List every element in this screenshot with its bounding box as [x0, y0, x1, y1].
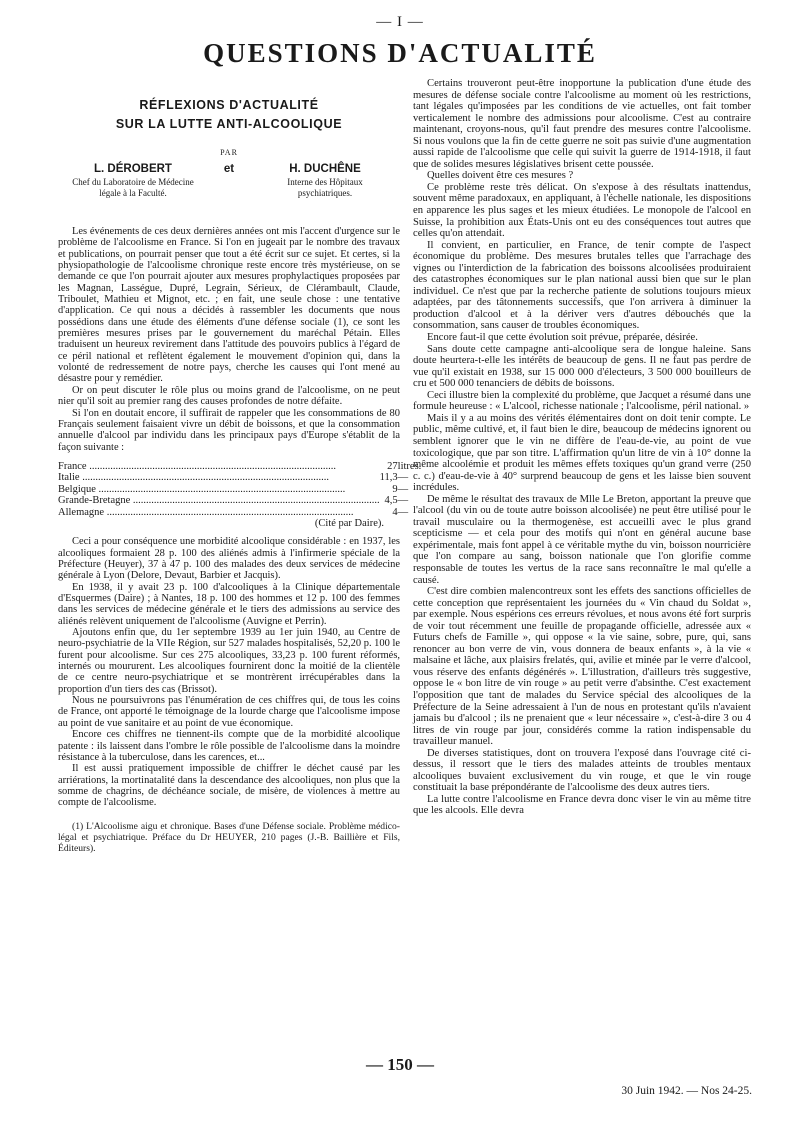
left-paragraph: Il est aussi pratiquement impossible de chiffrer le déchet causé par les arriérations, la mortinatalité dans la descendance des alcooliques, non plus que la somme de chagrins, de déchéance sociale, de misère, de violences à mettre au compte de l'alcoolisme. — [58, 763, 400, 809]
page-number: — 150 — — [366, 1055, 434, 1074]
article-header — [58, 96, 400, 226]
author-2-name: H. DUCHÊNE — [289, 163, 361, 175]
consumption-unit: — — [397, 483, 409, 495]
left-paragraph: Encore ces chiffres ne tiennent-ils compte que de la morbidité alcoolique patente : ils laissent dans l'ombre le rôle possible de l'alcoolisme dans la moindre résistance à la tuberculose, dans les carences, et... — [58, 729, 400, 763]
article-title — [58, 96, 400, 134]
right-paragraph: Quelles doivent être ces mesures ? — [427, 170, 574, 182]
consumption-value: 4,5 — [384, 495, 398, 507]
table-row — [58, 461, 421, 472]
left-paragraph: Or on peut discuter le rôle plus ou moins grand de l'alcoolisme, on ne peut nier qu'il soit au premier rang des causes profondes de notre défaite. — [58, 384, 400, 408]
country-name: Grande-Bretagne — [58, 495, 131, 507]
country-name: France — [58, 460, 87, 472]
right-paragraph: Ce problème reste très délicat. On s'expose à des résultats inattendus, souvent même paradoxaux, en appliquant, à l'échelle nationale, les dispositions en apparence les plus sages et les mieux étudiées. Le monopole de l'alcool en Suisse, la prohibition aux États-Unis ont eu des conséquences tout autres que celles qu'on attendait. — [413, 181, 751, 240]
authors — [58, 163, 400, 199]
author-2-role-line1: Interne des Hôpitaux — [287, 177, 363, 187]
country-name: Italie — [58, 472, 80, 484]
author-1-name: L. DÉROBERT — [94, 163, 172, 175]
consumption-value: 9 — [392, 483, 398, 495]
consumption-unit: — — [397, 472, 409, 484]
left-paragraph: Ajoutons enfin que, du 1er septembre 1939 au 1er juin 1940, au Centre de neuro-psychiatrie de la VIIe Région, sur 527 malades hospitalisés, 52,20 p. 100 le furent pour alcoolisme. Sur ces 275 alcooliques, 33,23 p. 100 furent réformés, internés ou moururent. Les alcooliques fournirent donc la moitié de la clientèle de ce centre neuro-psychiatrique et se montrèrent irrécupérables dans la proportion d'un tiers des cas (Brissot). — [58, 627, 400, 695]
consumption-table — [58, 461, 421, 518]
author-2-role — [250, 177, 400, 199]
left-paragraph: En 1938, il y avait 23 p. 100 d'alcooliques à la Clinique départementale d'Esquermes (Daire) ; à Nantes, 18 p. 100 des hommes et 12 p. 100 des femmes dans les services de médecine générale et le tiers des admissions au service des aliénés relèvent uniquement de l'alcoolisme (Auvigne et Perrin). — [58, 581, 400, 627]
right-paragraph: Encore faut-il que cette évolution soit prévue, préparée, désirée. — [427, 332, 698, 344]
table-row — [58, 472, 421, 483]
page-title: QUESTIONS D'ACTUALITÉ — [203, 38, 597, 68]
consumption-value: 11,3 — [379, 472, 398, 484]
consumption-unit: litres. — [397, 460, 422, 472]
consumption-value: 27 — [387, 460, 398, 472]
table-citation: (Cité par Daire). — [314, 517, 384, 529]
right-column — [413, 78, 751, 817]
article-title-line1: RÉFLEXIONS D'ACTUALITÉ — [139, 98, 319, 112]
consumption-unit: — — [397, 506, 409, 518]
right-paragraph: Mais il y a au moins des vérités élémentaires dont on doit tenir compte. Le public, même cultivé, et, il faut bien le dire, beaucoup de médecins ignorent ou semblent ignorer que le vin ne diffère de l'eau-de-vie, au point de vue toxicologique, que par son titre. L'affirmation qu'un litre de vin à 10° donne la même alcoolémie et produit les mêmes effets toxiques qu'un grand verre (250 c. c.) d'eau-de-vie à 40° surprend beaucoup de gens et les laisse bien souvent incrédules. — [413, 412, 751, 494]
byline-et: et — [223, 163, 235, 175]
byline-par: PAR — [220, 148, 238, 157]
section-number: — I — — [376, 14, 424, 30]
article-title-line2: SUR LA LUTTE ANTI-ALCOOLIQUE — [115, 117, 343, 131]
right-paragraph: Certains trouveront peut-être inopportune la publication d'une étude des mesures de défense sociale contre l'alcoolisme au moment où les restrictions, tant légales qu'imposées par les conditions de vie actuelles, ont fait tomber verticalement le nombre des admissions pour alcoolisme. C'est au contraire maintenant, croyons-nous, qu'il faut prendre des mesures contre l'alcoolisme. Si nous voulons que la fin de cette guerre ne soit pas suivie d'une augmentation aussi rapide de l'alcoolisme que celle qui suivit la guerre de 1914-1918, il faut que de solides mesures législatives brisent cette poussée. — [413, 78, 751, 170]
left-paragraph: Si l'on en doutait encore, il suffirait de rappeler que les consommations de 80 Français seulement faisaient vivre un débit de boissons, et que la consommation annuelle d'alcool par individu dans les principaux pays d'Europe s'établit de la façon suivante : — [58, 407, 400, 453]
right-paragraph: La lutte contre l'alcoolisme en France devra donc viser le vin au même titre que les alcools. Elle devra — [413, 793, 751, 817]
right-paragraph: Sans doute cette campagne anti-alcoolique sera de longue haleine. Sans doute heurtera-t-elle les intérêts de beaucoup de gens. Il ne faut pas perdre de vue qu'il existait en 1938, sur 15 000 000 d'électeurs, 3 500 000 bouilleurs de cru et 500 000 tenanciers de débits de boissons. — [413, 343, 751, 390]
author-2 — [250, 163, 400, 199]
left-paragraph: Les événements de ces deux dernières années ont mis l'accent d'urgence sur le problème de l'alcoolisme en France. Si l'on en jugeait par le nombre des travaux et publications, on pourrait penser que tout a été écrit sur ce sujet. Et certes, si la physiopathologie de l'alcoolisme chronique reste encore très mystérieuse, on se demande ce que l'on pourrait ajouter aux mesures prophylactiques proposées par les Magnan, Lasségue, Dupré, Legrain, Sérieux, de Clérambault, Claude, Triboulet, Mathieu et Mignot, etc. ; en fait, une seule chose : une tentative d'application. Ce qui nous a décidés à rassembler les documents que nous possédions dans une étude des éléments d'une défense sociale (1), ce sont les premières mesures prises par le gouvernement du maréchal Pétain. Elles traduisent un heureux revirement dans l'attitude des pouvoirs publics à l'égard de ce péril national et reflètent également le mouvement d'opinion qui, dans la volonté de redressement de notre pays, cherche les causes qui l'ont mené au désastre pour y remédier. — [58, 226, 400, 385]
author-1 — [58, 163, 208, 199]
consumption-value: 4 — [392, 506, 398, 518]
table-row — [58, 495, 421, 506]
country-name: Belgique — [58, 483, 96, 495]
author-1-role — [58, 177, 208, 199]
right-paragraph: C'est dire combien malencontreux sont les effets des sanctions officielles de cette conception que représentaient les journées du « Vin chaud du Soldat », par exemple. Nous espérions ces erreurs révolues, et nous avons été fort surpris de voir tout récemment une feuille de propagande officielle, adressée aux « Futurs chefs de Famille », qui oppose « la vie saine, sobre, pure, qui, sans renoncer au bon verre de vin, vous donnera de beaux enfants », à la vie « malsaine et lâche, aux plaisirs frelatés, qui, avilie et minée par le verre d'alcool, vous réserve des enfants dégénérés ». L'illustration, d'ailleurs très suggestive, oppose le « bon litre de vin rouge » au petit verre d'absinthe. C'est exactement l'opposition que tant de malades du Service spécial des alcooliques de la Préfecture de la Seine adressaient à l'un de nous en protestant qu'ils n'avaient jamais bu d'alcool ; ils ne prenaient que « leur nécessaire », c'est-à-dire 3 ou 4 litres de vin rouge par jour, considérés comme la ration indispensable du travailleur manuel. — [413, 586, 751, 748]
right-paragraph: De même le résultat des travaux de Mlle Le Breton, apportant la preuve que l'alcool (du vin ou de toute autre boisson alcoolisée) ne peut être utilisé pour le travail musculaire ou la thermogenèse, est accueilli avec le plus grand scepticisme — et cela pour des motifs qui n'ont en général aucune base expérimentale, mais font appel à ce véritable mythe du vin, boisson nourricière que l'on compare au sang, boisson nationale que l'on glorifie comme responsable de toutes les vertus de la race sans reconnaître le mal qu'elle a causé. — [413, 493, 751, 586]
author-2-role-line2: psychiatriques. — [297, 188, 353, 198]
left-paragraph: Ceci a pour conséquence une morbidité alcoolique considérable : en 1937, les alcooliques formaient 28 p. 100 des aliénés admis à l'infirmerie spéciale de la Préfecture (Heuyer), 37 à 47 p. 100 des malades des deux services de médecine générale à Lyon (Delore, Devaut, Barbier et Jacquis). — [58, 536, 400, 582]
right-paragraph: De diverses statistiques, dont on trouvera l'exposé dans l'ouvrage cité ci-dessus, il ressort que le tiers des malades atteints de troubles mentaux alcooliques buvaient exclusivement du vin rouge, et que le vin rouge constituait la base prépondérante de l'alcoolisme des deux autres tiers. — [413, 747, 751, 794]
left-paragraph: Nous ne poursuivrons pas l'énumération de ces chiffres qui, de tous les coins de France, ont apporté le témoignage de la lourde charge que l'alcoolisme impose au point de vue sanitaire et au point de vue économique. — [58, 695, 400, 729]
right-paragraph: Il convient, en particulier, en France, de tenir compte de l'aspect économique du problème. Des mesures brutales telles que l'arrachage des vignes ou l'interdiction de la fabrication des boissons alcoolisées produiraient des catastrophes économiques sur le plan national aussi bien que sur le plan individuel. Ce n'est que par la recherche patiente de solutions toujours mieux adaptées, par des tâtonnements successifs, que l'on arrivera à diminuer la production d'alcool et à la dériver vers d'autres débouchés que la consommation, sans causer de troubles économiques. — [413, 239, 751, 332]
footnote: (1) L'Alcoolisme aigu et chronique. Bases d'une Défense sociale. Problème médico-légal et psychiatrique. Préface du Dr HEUYER, 210 pages (J.-B. Baillière et Fils, Éditeurs). — [58, 820, 400, 854]
right-paragraph: Ceci illustre bien la complexité du problème, que Jacquet a résumé dans une formule heureuse : « L'alcool, richesse nationale ; l'alcoolisme, péril national. » — [413, 389, 751, 413]
left-column — [58, 78, 422, 854]
table-row — [58, 484, 421, 495]
author-1-role-line1: Chef du Laboratoire de Médecine — [72, 177, 194, 187]
author-1-role-line2: légale à la Faculté. — [99, 188, 167, 198]
table-row — [58, 507, 421, 518]
country-name: Allemagne — [58, 506, 105, 518]
issue-date: 30 Juin 1942. — Nos 24-25. — [621, 1085, 752, 1097]
consumption-unit: — — [397, 495, 409, 507]
